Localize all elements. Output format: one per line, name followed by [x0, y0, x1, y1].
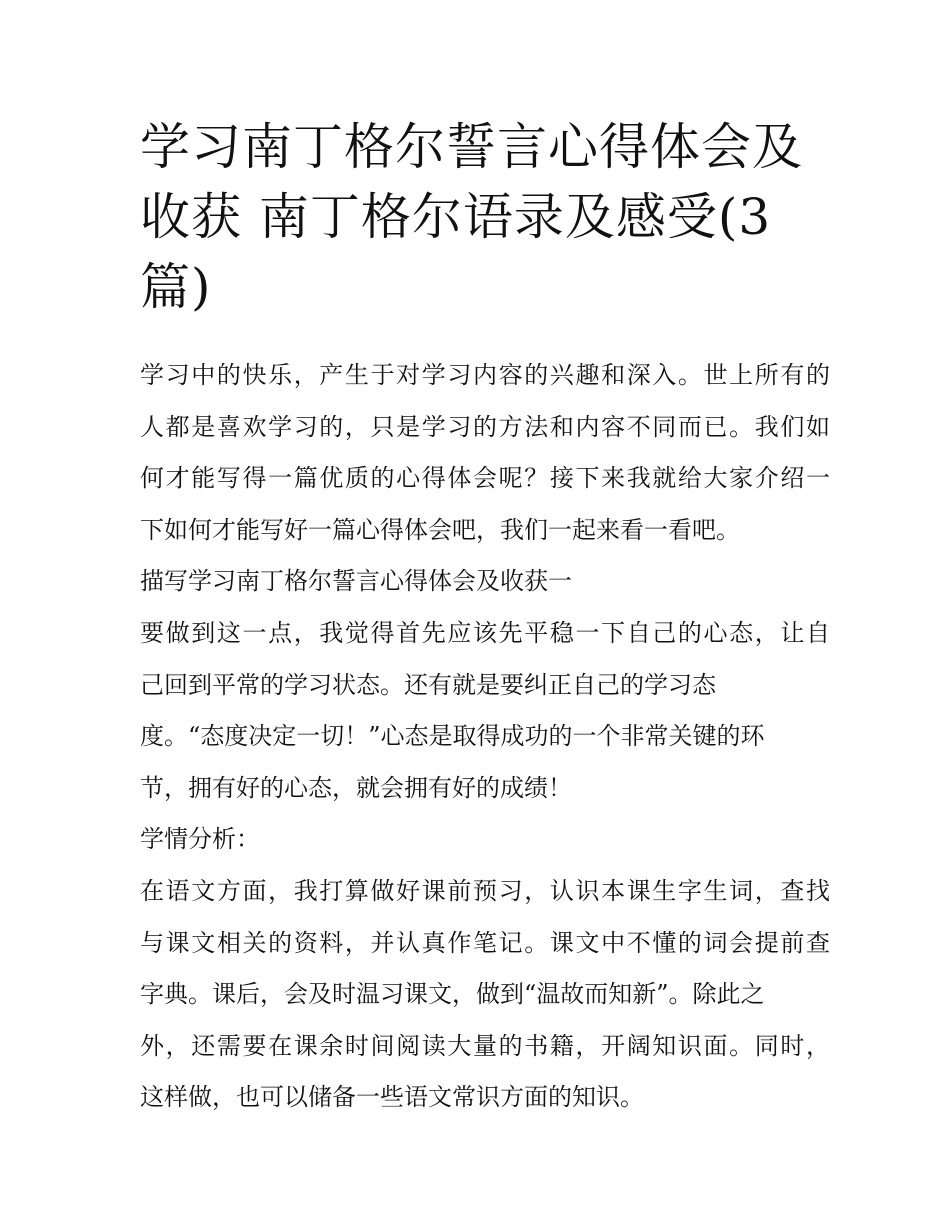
body-line: 学习中的快乐，产生于对学习内容的兴趣和深入。世上所有的 — [140, 361, 830, 389]
body-line: 度。“态度决定一切！”心态是取得成功的一个非常关键的环 — [140, 722, 765, 751]
document-body — [140, 350, 830, 1124]
body-line: 这样做，也可以储备一些语文常识方面的知识。 — [140, 1083, 644, 1112]
body-line: 外，还需要在课余时间阅读大量的书籍，开阔知识面。同时， — [140, 1031, 830, 1060]
title-line: 篇) — [140, 258, 212, 316]
body-line: 与课文相关的资料，并认真作笔记。课文中不懂的词会提前查 — [140, 928, 830, 957]
body-line: 下如何才能写好一篇心得体会吧，我们一起来看一看吧。 — [140, 515, 740, 544]
body-line: 人都是喜欢学习的，只是学习的方法和内容不同而已。我们如 — [140, 412, 830, 441]
section-heading: 描写学习南丁格尔誓言心得体会及收获一 — [140, 567, 572, 596]
document-title — [140, 112, 820, 322]
title-line: 学习南丁格尔誓言心得体会及 — [140, 118, 803, 176]
body-line: 字典。课后，会及时温习课文，做到“温故而知新”。除此之 — [140, 980, 765, 1009]
body-line: 要做到这一点，我觉得首先应该先平稳一下自己的心态，让自 — [140, 618, 830, 647]
body-line: 何才能写得一篇优质的心得体会呢？接下来我就给大家介绍一 — [140, 464, 830, 493]
body-line: 己回到平常的学习状态。还有就是要纠正自己的学习态 — [140, 670, 716, 699]
title-line: 收获 南丁格尔语录及感受(3 — [140, 188, 772, 246]
body-line: 在语文方面，我打算做好课前预习，认识本课生字生词，查找 — [140, 876, 830, 905]
section-heading: 学情分析： — [140, 825, 260, 854]
body-line: 节，拥有好的心态，就会拥有好的成绩！ — [140, 773, 572, 802]
